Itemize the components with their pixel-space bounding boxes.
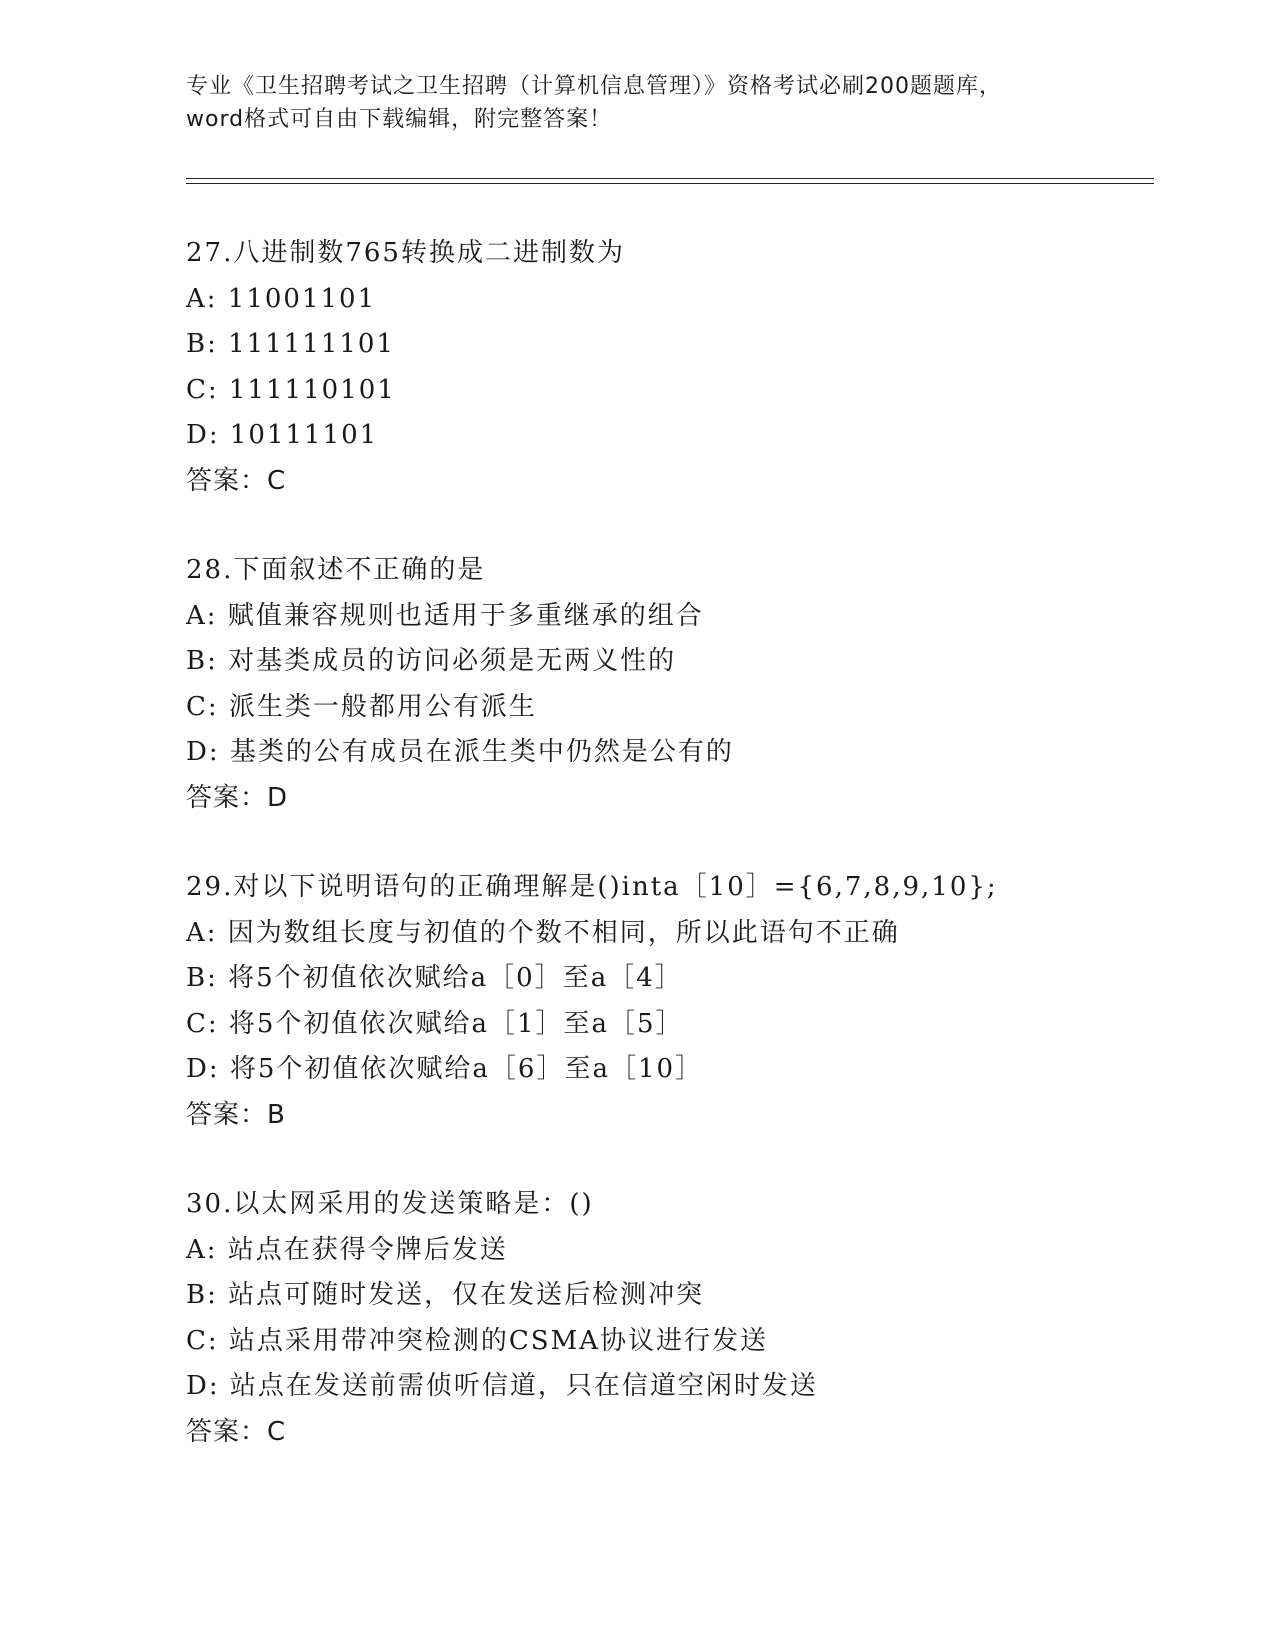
header-divider-bottom — [186, 183, 1154, 184]
document-header — [186, 70, 1086, 136]
option-a: A: 站点在获得令牌后发送 — [186, 1234, 508, 1265]
answer-label: 答案：C — [186, 1416, 287, 1447]
option-d: D: 基类的公有成员在派生类中仍然是公有的 — [186, 737, 734, 767]
option-d: D: 站点在发送前需侦听信道，只在信道空闲时发送 — [186, 1371, 818, 1401]
option-d: D: 10111101 — [186, 420, 379, 450]
option-a: A: 赋值兼容规则也适用于多重继承的组合 — [186, 600, 704, 631]
answer-label: 答案：B — [186, 1099, 286, 1130]
answer-label: 答案：C — [186, 465, 287, 496]
option-b: B: 站点可随时发送，仅在发送后检测冲突 — [186, 1280, 705, 1310]
question-stem: 27.八进制数765转换成二进制数为 — [186, 238, 625, 268]
option-c: C: 111110101 — [186, 374, 396, 405]
question-stem: 30.以太网采用的发送策略是：() — [186, 1189, 594, 1219]
header-line-1: 专业《卫生招聘考试之卫生招聘（计算机信息管理）》资格考试必刷200题题库， — [186, 74, 1002, 99]
option-b: B: 对基类成员的访问必须是无两义性的 — [186, 646, 677, 676]
option-b: B: 将5个初值依次赋给a［0］至a［4］ — [186, 963, 683, 993]
option-d: D: 将5个初值依次赋给a［6］至a［10］ — [186, 1054, 704, 1084]
question-28 — [186, 548, 1186, 821]
option-a: A: 11001101 — [186, 283, 377, 314]
option-c: C: 派生类一般都用公有派生 — [186, 691, 537, 722]
header-line-2: word格式可自由下载编辑，附完整答案！ — [186, 107, 613, 132]
option-b: B: 111111101 — [186, 329, 396, 359]
question-stem: 28.下面叙述不正确的是 — [186, 555, 486, 585]
question-27 — [186, 231, 1186, 504]
option-c: C: 将5个初值依次赋给a［1］至a［5］ — [186, 1008, 684, 1039]
option-c: C: 站点采用带冲突检测的CSMA协议进行发送 — [186, 1325, 769, 1356]
option-a: A: 因为数组长度与初值的个数不相同，所以此语句不正确 — [186, 917, 900, 948]
question-29 — [186, 865, 1186, 1138]
header-divider-top — [186, 178, 1154, 179]
question-stem: 29.对以下说明语句的正确理解是()inta［10］={6,7,8,9,10}; — [186, 872, 998, 902]
question-30 — [186, 1182, 1186, 1455]
answer-label: 答案：D — [186, 782, 289, 813]
